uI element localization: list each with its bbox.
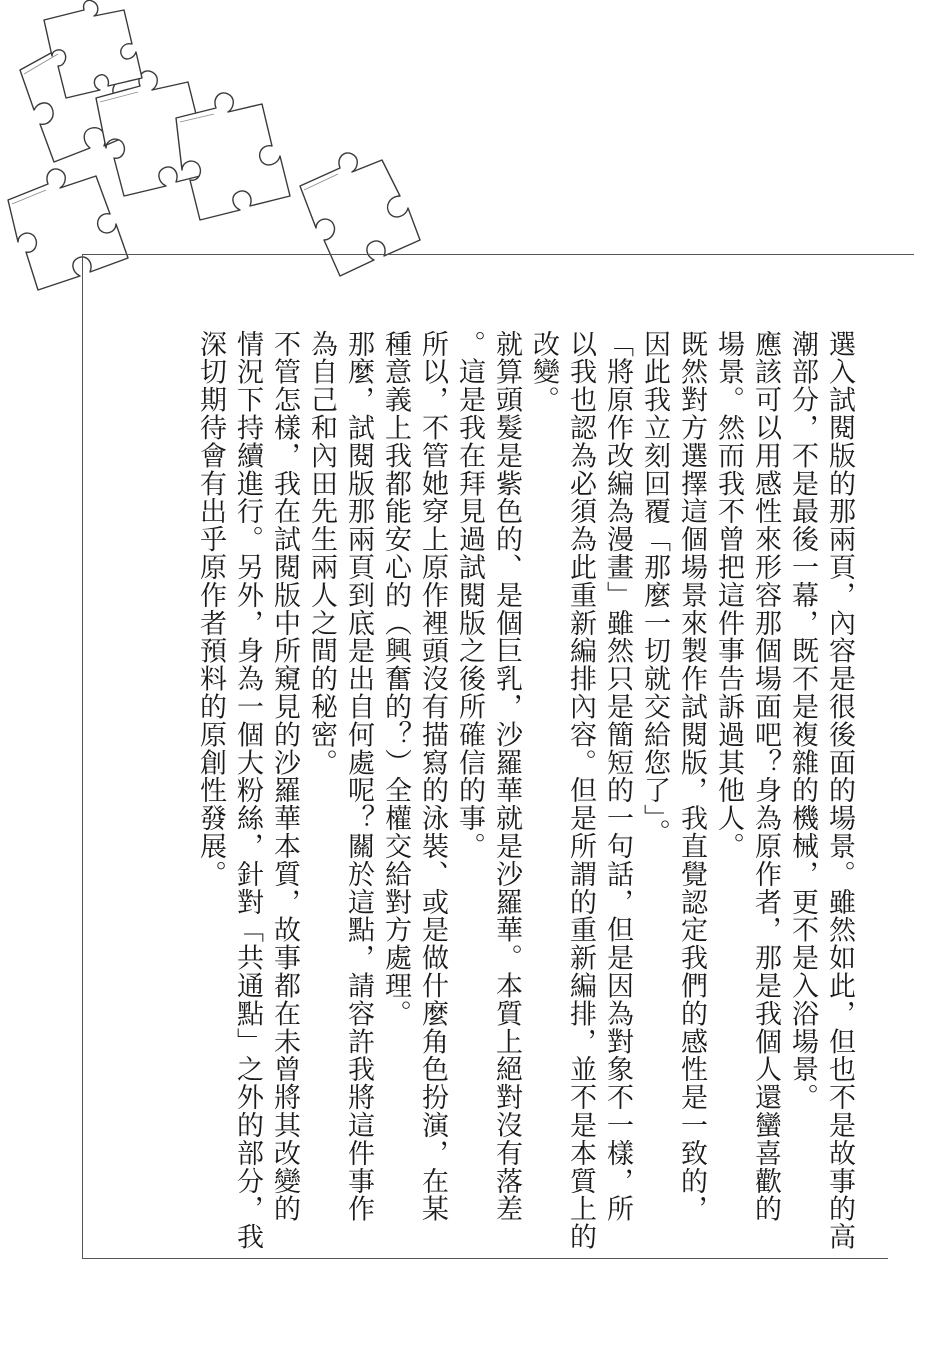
text-line: 情況下持續進行。另外，身為一個大粉絲，針對「共通點」之外的部分，我 [232, 330, 263, 1251]
frame-bottom-rule [82, 1258, 888, 1259]
text-line: 潮部分，不是最後一幕，既不是複雜的機械，更不是入浴場景。 [787, 330, 818, 1112]
frame-left-rule [82, 254, 83, 1259]
text-line: 為自己和內田先生兩人之間的秘密。 [306, 330, 337, 777]
text-line: 應該可以用感性來形容那個場面吧？身為原作者，那是我個人還蠻喜歡的 [750, 330, 781, 1223]
vertical-text-body [108, 330, 858, 1251]
text-line: 因此我立刻回覆「那麼一切就交給您了」。 [639, 330, 670, 847]
text-line: 。這是我在拜見過試閱版之後所確信的事。 [454, 330, 485, 861]
text-line: 不管怎樣，我在試閱版中所窺見的沙羅華本質，故事都在未曾將其改變的 [269, 330, 300, 1223]
text-line: 種意義上我都能安心的（興奮的？）全權交給對方處理。 [380, 330, 411, 1028]
frame-top-rule [82, 254, 914, 255]
text-line: 那麼，試閱版那兩頁到底是出自何處呢？關於這點，請容許我將這件事作 [343, 330, 374, 1223]
text-line: 場景。然而我不曾把這件事告訴過其他人。 [713, 330, 744, 861]
puzzle-pieces-icon [0, 0, 440, 300]
text-line: 「將原作改編為漫畫」雖然只是簡短的一句話，但是因為對象不一樣，所 [602, 330, 633, 1223]
text-line: 所以，不管她穿上原作裡頭沒有描寫的泳裝、或是做什麼角色扮演，在某 [417, 330, 448, 1223]
text-line: 改變。 [528, 330, 559, 414]
text-line: 以我也認為必須為此重新編排內容。但是所謂的重新編排，並不是本質上的 [565, 330, 596, 1251]
text-line: 深切期待會有出乎原作者預料的原創性發展。 [195, 330, 226, 888]
text-line: 選入試閱版的那兩頁，內容是很後面的場景。雖然如此，但也不是故事的高 [824, 330, 855, 1251]
text-line: 就算頭髮是紫色的、是個巨乳，沙羅華就是沙羅華。本質上絕對沒有落差 [491, 330, 522, 1223]
text-line: 既然對方選擇這個場景來製作試閱版，我直覺認定我們的感性是一致的， [676, 330, 707, 1223]
